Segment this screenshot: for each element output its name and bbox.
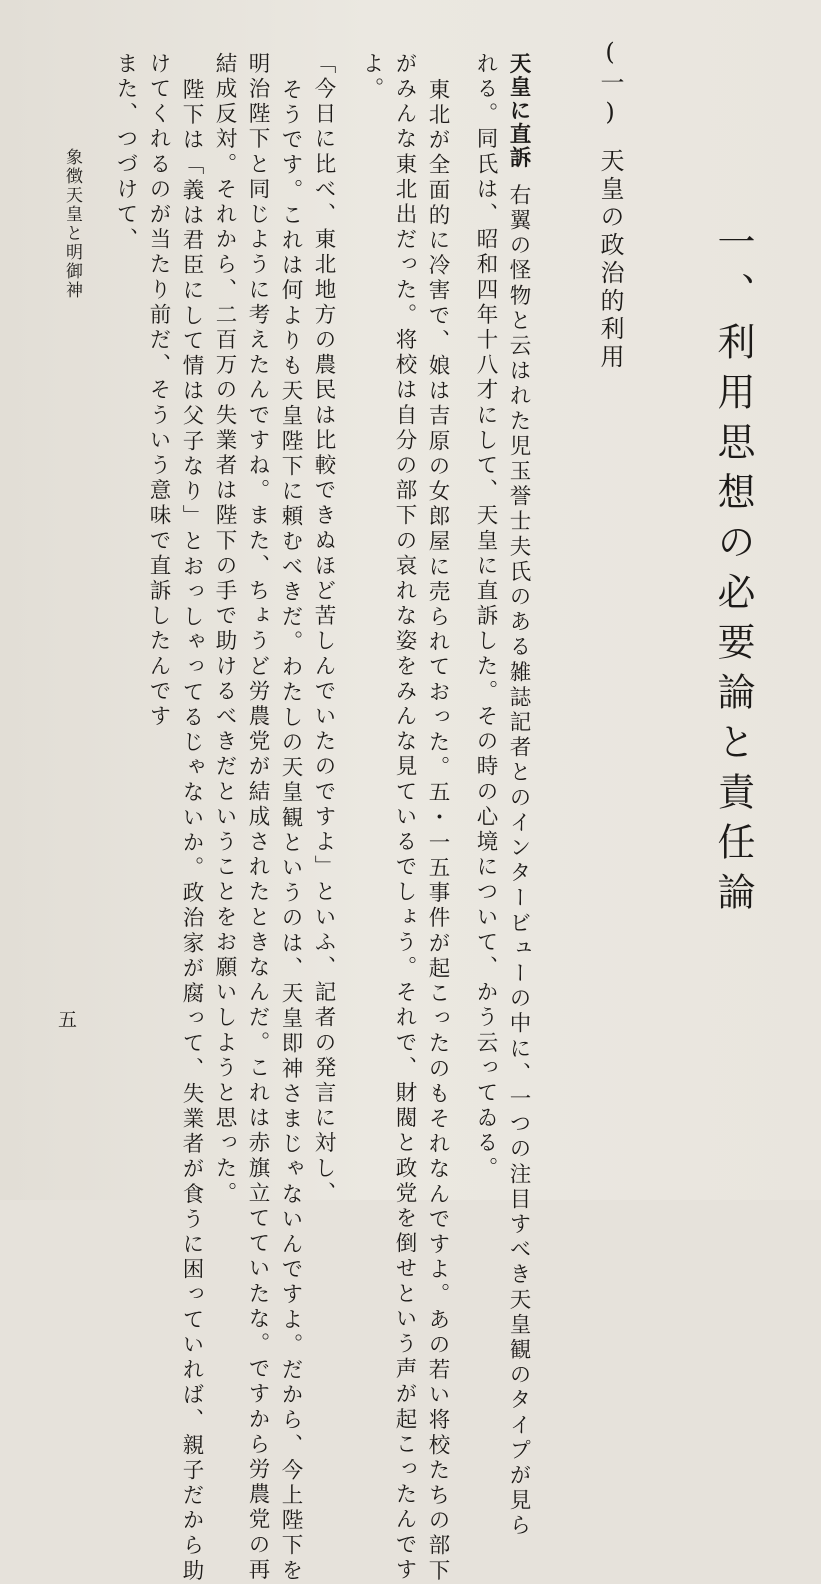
- body-line-8: 明治陛下と同じように考えたんですね。また、ちょうど労農党が結成されたときなんだ。これは赤旗立てていたな。ですから労農党の再: [245, 52, 270, 1584]
- body-line-2: れる。同氏は、昭和四年十八才にして、天皇に直訴した。その時の心境について、かう云ってゐる。: [473, 52, 498, 1182]
- chapter-title: 一、利用思想の必要論と責任論: [711, 222, 755, 922]
- body-line-10: 陛下は「義は君臣にして情は父子なり」とおっしゃってるじゃないか。政治家が腐って、失業者が食うに困っていれば、親子だから助: [179, 78, 204, 1584]
- body-line-6: 「今日に比べ、東北地方の農民は比較できぬほど苦しんでいたのですよ」といふ、記者の発言に対し、: [311, 52, 336, 1207]
- body-line-4: がみんな東北出だった。将校は自分の部下の哀れな姿をみんな見ているでしょう。それで、財閥と政党を倒せという声が起こったんです: [392, 52, 417, 1584]
- body-line-5: よ。: [359, 52, 384, 103]
- body-line-9: 結成反対。それから、二百万の失業者は陛下の手で助けるべきだということをお願いしようと思った。: [212, 52, 237, 1207]
- section-title: 天皇の政治的利用: [596, 148, 624, 372]
- body-line-1: [508, 52, 530, 1539]
- body-line-3: 東北が全面的に冷害で、娘は吉原の女郎屋に売られておった。五・一五事件が起こったのもそれなんですよ。あの若い将校たちの部下: [425, 78, 450, 1584]
- body-line-11: けてくれるのが当たり前だ、そういう意味で直訴したんです: [146, 52, 171, 730]
- body-line-12: また、つづけて、: [113, 52, 138, 253]
- body-line-1-text: 右翼の怪物と云はれた児玉誉士夫氏のある雑誌記者とのインタービューの中に、一つの注目すべき天皇観のタイプが見ら: [506, 183, 531, 1539]
- body-line-7: そうです。これは何よりも天皇陛下に頼むべきだ。わたしの天皇観というのは、天皇即神さまじゃないんですよ。だから、今上陛下を: [278, 78, 303, 1584]
- section-heading: [593, 38, 628, 372]
- running-head: 象徴天皇と明御神: [62, 148, 82, 300]
- section-number: (一): [596, 38, 624, 130]
- page-number: 五: [58, 1009, 78, 1031]
- subsection-heading: 天皇に直訴: [506, 52, 531, 170]
